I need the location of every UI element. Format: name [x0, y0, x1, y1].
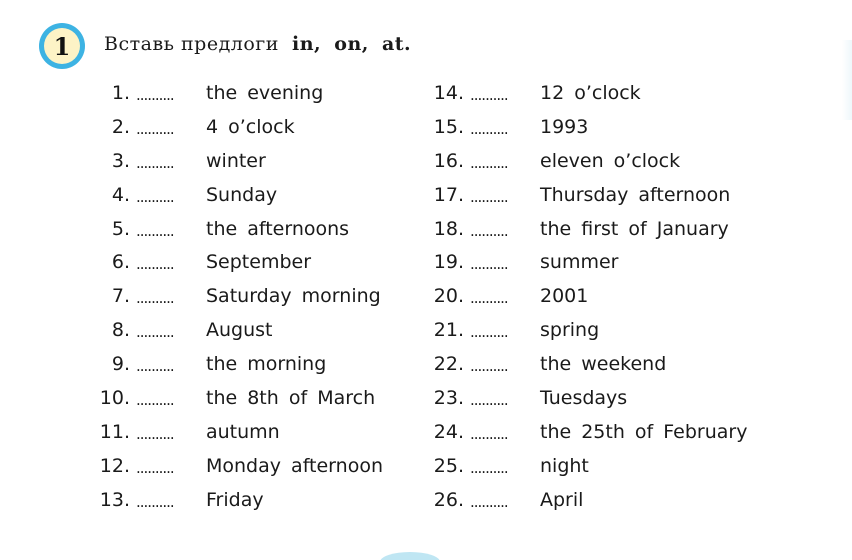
answer-blank[interactable]: ..........	[136, 119, 174, 138]
answer-blank[interactable]: ..........	[136, 153, 174, 172]
item-phrase: the 8th of March	[206, 386, 376, 409]
exercise-item	[430, 415, 747, 449]
answer-blank[interactable]: ..........	[136, 424, 174, 443]
page-edge-shade	[842, 40, 852, 120]
instruction-text: Вставь предлоги	[104, 33, 279, 55]
answer-blank[interactable]: ..........	[470, 424, 508, 443]
item-phrase: Thursday afternoon	[540, 183, 731, 206]
exercise-item	[96, 483, 383, 517]
answer-blank[interactable]: ..........	[470, 221, 508, 240]
item-number: 5.	[111, 217, 130, 240]
keyword-at: at.	[381, 33, 412, 55]
item-number: 16.	[433, 149, 464, 172]
item-number: 3.	[111, 149, 130, 172]
answer-blank[interactable]: ..........	[470, 458, 508, 477]
exercise-item	[430, 144, 747, 178]
item-number: 7.	[111, 285, 130, 308]
exercise-item	[430, 212, 747, 246]
item-number: 12.	[99, 454, 130, 477]
answer-blank[interactable]: ..........	[470, 357, 508, 376]
item-phrase: spring	[540, 319, 600, 342]
exercise-item	[96, 347, 383, 381]
answer-blank[interactable]: ..........	[470, 187, 508, 206]
item-phrase: Tuesdays	[540, 386, 628, 409]
answer-blank[interactable]: ..........	[136, 357, 174, 376]
item-number: 1.	[111, 81, 130, 104]
answer-blank[interactable]: ..........	[470, 390, 508, 409]
item-number: 9.	[111, 353, 130, 376]
answer-blank[interactable]: ..........	[470, 153, 508, 172]
answer-blank[interactable]: ..........	[470, 323, 508, 342]
item-phrase: the 25th of February	[540, 420, 748, 443]
item-phrase: Monday afternoon	[206, 454, 383, 477]
item-number: 20.	[433, 285, 464, 308]
exercise-number-badge	[39, 23, 85, 69]
item-phrase: Friday	[206, 488, 264, 511]
answer-blank[interactable]: ..........	[136, 289, 174, 308]
item-number: 4.	[111, 183, 130, 206]
answer-blank[interactable]: ..........	[470, 85, 508, 104]
item-phrase: Sunday	[206, 183, 278, 206]
exercise-item	[430, 381, 747, 415]
item-phrase: April	[540, 488, 584, 511]
item-number: 2.	[111, 115, 130, 138]
item-phrase: the afternoons	[206, 217, 350, 240]
exercise-item	[96, 178, 383, 212]
item-number: 22.	[433, 353, 464, 376]
item-phrase: the weekend	[540, 353, 667, 376]
item-number: 8.	[111, 319, 130, 342]
answer-blank[interactable]: ..........	[136, 187, 174, 206]
item-number: 14.	[433, 81, 464, 104]
exercise-list-left	[96, 76, 383, 517]
item-number: 11.	[99, 420, 130, 443]
item-number: 15.	[433, 115, 464, 138]
item-phrase: night	[540, 454, 589, 477]
exercise-item	[430, 313, 747, 347]
exercise-item	[96, 144, 383, 178]
item-phrase: 2001	[540, 285, 589, 308]
item-number: 6.	[111, 251, 130, 274]
item-number: 17.	[433, 183, 464, 206]
keyword-in: in,	[292, 33, 322, 55]
answer-blank[interactable]: ..........	[470, 492, 508, 511]
item-phrase: the evening	[206, 81, 324, 104]
answer-blank[interactable]: ..........	[136, 255, 174, 274]
item-number: 21.	[433, 319, 464, 342]
exercise-number: 1	[44, 28, 80, 64]
exercise-item	[430, 483, 747, 517]
item-phrase: autumn	[206, 420, 280, 443]
exercise-item	[96, 245, 383, 279]
answer-blank[interactable]: ..........	[470, 289, 508, 308]
exercise-item	[96, 212, 383, 246]
item-phrase: Saturday morning	[206, 285, 381, 308]
item-number: 18.	[433, 217, 464, 240]
exercise-item	[430, 245, 747, 279]
exercise-item	[96, 449, 383, 483]
item-number: 10.	[99, 386, 130, 409]
item-number: 26.	[433, 488, 464, 511]
item-number: 24.	[433, 420, 464, 443]
item-phrase: 12 o’clock	[540, 81, 641, 104]
exercise-item	[96, 279, 383, 313]
item-number: 13.	[99, 488, 130, 511]
item-number: 23.	[433, 386, 464, 409]
keyword-on: on,	[334, 33, 369, 55]
item-phrase: 1993	[540, 115, 589, 138]
exercise-item	[430, 347, 747, 381]
answer-blank[interactable]: ..........	[136, 458, 174, 477]
exercise-item	[430, 76, 747, 110]
item-phrase: winter	[206, 149, 266, 172]
answer-blank[interactable]: ..........	[136, 390, 174, 409]
item-number: 19.	[433, 251, 464, 274]
exercise-item	[96, 313, 383, 347]
answer-blank[interactable]: ..........	[470, 255, 508, 274]
exercise-item	[96, 415, 383, 449]
exercise-item	[96, 381, 383, 415]
exercise-instruction	[104, 33, 411, 55]
exercise-item	[430, 178, 747, 212]
item-phrase: August	[206, 319, 273, 342]
answer-blank[interactable]: ..........	[136, 85, 174, 104]
exercise-item	[430, 449, 747, 483]
item-phrase: eleven o’clock	[540, 149, 681, 172]
exercise-item	[96, 76, 383, 110]
exercise-item	[430, 110, 747, 144]
decorative-arc	[380, 552, 440, 560]
answer-blank[interactable]: ..........	[470, 119, 508, 138]
answer-blank[interactable]: ..........	[136, 323, 174, 342]
exercise-list-right	[430, 76, 747, 517]
exercise-item	[96, 110, 383, 144]
item-phrase: September	[206, 251, 312, 274]
answer-blank[interactable]: ..........	[136, 492, 174, 511]
item-phrase: 4 o’clock	[206, 115, 295, 138]
exercise-item	[430, 279, 747, 313]
item-phrase: the morning	[206, 353, 327, 376]
item-phrase: summer	[540, 251, 619, 274]
item-phrase: the first of January	[540, 217, 729, 240]
item-number: 25.	[433, 454, 464, 477]
answer-blank[interactable]: ..........	[136, 221, 174, 240]
